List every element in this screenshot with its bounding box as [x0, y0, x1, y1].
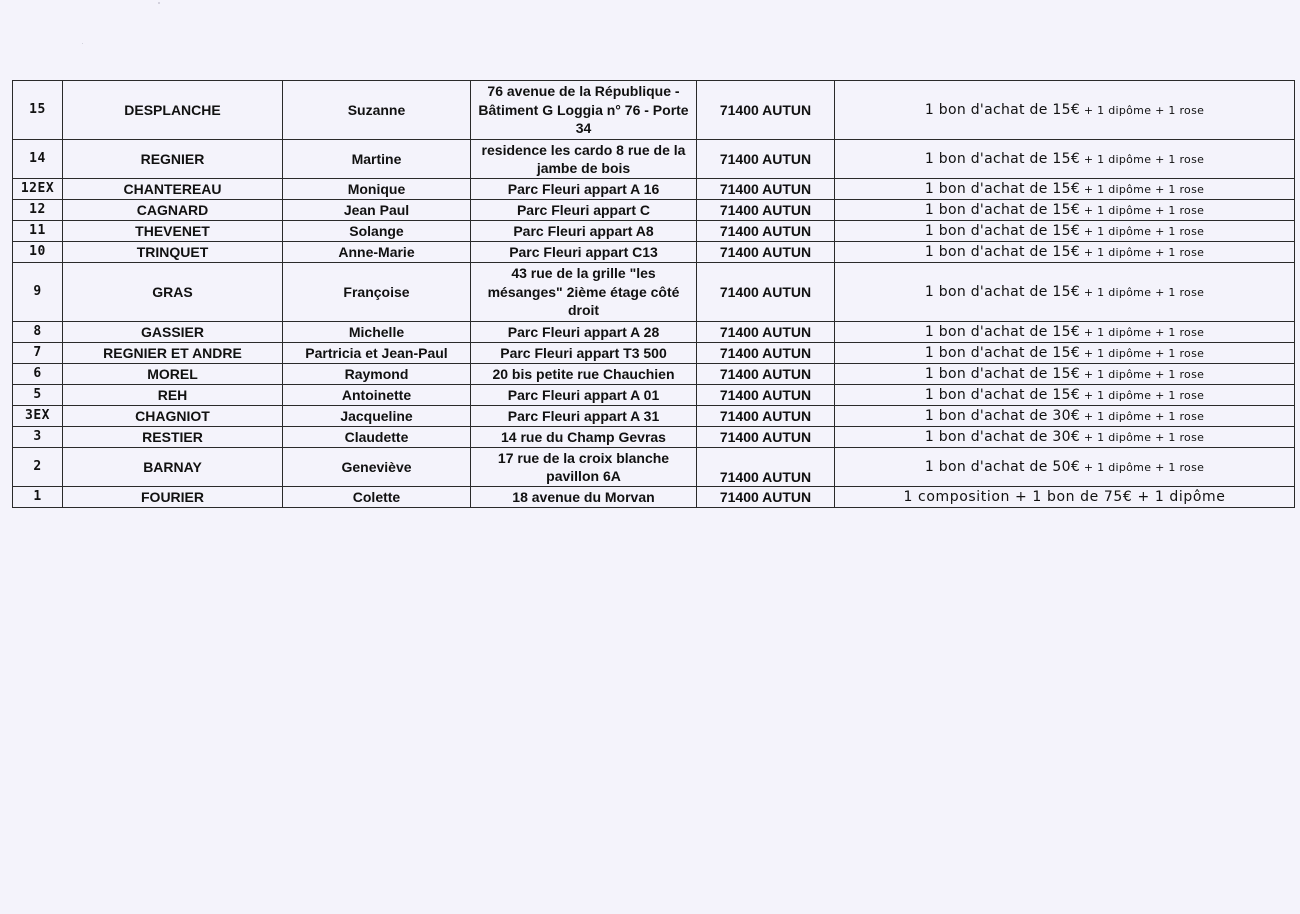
last-name-cell: CAGNARD [63, 200, 283, 221]
prize-main: 1 bon d'achat de 15€ [924, 101, 1081, 118]
first-name-cell: Michelle [283, 322, 471, 343]
prize-main: 1 bon d'achat de 15€ [924, 386, 1081, 403]
prize-extra: + 1 dipôme + 1 rose [1080, 430, 1205, 444]
table-row [13, 221, 1295, 242]
prize-main: 1 bon d'achat de 15€ [924, 283, 1081, 300]
city-cell: 71400 AUTUN [697, 322, 835, 343]
rank-cell: 8 [13, 322, 63, 343]
prize-extra: + 1 dipôme + 1 rose [1080, 285, 1205, 299]
last-name-cell: TRINQUET [63, 242, 283, 263]
prize-cell [835, 364, 1295, 385]
rank-cell: 6 [13, 364, 63, 385]
prize-main: 1 bon d'achat de 15€ [924, 201, 1081, 218]
table-row [13, 242, 1295, 263]
table-row [13, 81, 1295, 140]
city-cell: 71400 AUTUN [697, 364, 835, 385]
last-name-cell: BARNAY [63, 448, 283, 487]
rank-cell: 12EX [13, 179, 63, 200]
address-cell: 20 bis petite rue Chauchien [471, 364, 697, 385]
last-name-cell: DESPLANCHE [63, 81, 283, 140]
rank-cell: 7 [13, 343, 63, 364]
prize-cell [835, 343, 1295, 364]
city-cell: 71400 AUTUN [697, 81, 835, 140]
address-cell: residence les cardo 8 rue de la jambe de bois [471, 140, 697, 179]
address-cell: Parc Fleuri appart A 16 [471, 179, 697, 200]
address-cell: Parc Fleuri appart A 01 [471, 385, 697, 406]
table-row [13, 427, 1295, 448]
city-cell: 71400 AUTUN [697, 406, 835, 427]
rank-cell: 10 [13, 242, 63, 263]
rank-cell: 5 [13, 385, 63, 406]
first-name-cell: Solange [283, 221, 471, 242]
prize-extra: + 1 dipôme + 1 rose [1080, 103, 1205, 117]
address-cell: Parc Fleuri appart A8 [471, 221, 697, 242]
last-name-cell: REGNIER [63, 140, 283, 179]
prize-extra: + 1 dipôme + 1 rose [1080, 245, 1205, 259]
prize-cell [835, 200, 1295, 221]
city-cell: 71400 AUTUN [697, 221, 835, 242]
table-row [13, 140, 1295, 179]
city-cell: 71400 AUTUN [697, 427, 835, 448]
table-row [13, 343, 1295, 364]
prize-extra: + 1 dipôme + 1 rose [1080, 203, 1205, 217]
prize-extra: + 1 dipôme + 1 rose [1080, 152, 1205, 166]
table-row [13, 322, 1295, 343]
first-name-cell: Martine [283, 140, 471, 179]
prize-main: 1 bon d'achat de 15€ [924, 323, 1081, 340]
last-name-cell: REH [63, 385, 283, 406]
prize-extra: + 1 dipôme + 1 rose [1080, 367, 1205, 381]
winners-table [12, 80, 1295, 508]
table-row [13, 406, 1295, 427]
last-name-cell: CHAGNIOT [63, 406, 283, 427]
prize-main: 1 bon d'achat de 30€ [924, 428, 1081, 445]
prize-cell [835, 263, 1295, 322]
city-cell: 71400 AUTUN [697, 487, 835, 508]
prize-extra: + 1 dipôme + 1 rose [1080, 346, 1205, 360]
city-cell: 71400 AUTUN [697, 385, 835, 406]
prize-extra: + 1 dipôme + 1 rose [1080, 182, 1205, 196]
last-name-cell: GRAS [63, 263, 283, 322]
prize-main: 1 bon d'achat de 15€ [924, 243, 1081, 260]
prize-main: 1 bon d'achat de 50€ [924, 458, 1081, 475]
rank-cell: 14 [13, 140, 63, 179]
first-name-cell: Geneviève [283, 448, 471, 487]
first-name-cell: Anne-Marie [283, 242, 471, 263]
rank-cell: 1 [13, 487, 63, 508]
prize-main: 1 bon d'achat de 30€ [924, 407, 1081, 424]
table-row [13, 263, 1295, 322]
city-cell: 71400 AUTUN [697, 448, 835, 487]
last-name-cell: MOREL [63, 364, 283, 385]
prize-cell [835, 385, 1295, 406]
city-cell: 71400 AUTUN [697, 263, 835, 322]
prize-main: 1 bon d'achat de 15€ [924, 150, 1081, 167]
last-name-cell: FOURIER [63, 487, 283, 508]
prize-extra: + 1 dipôme + 1 rose [1080, 409, 1205, 423]
last-name-cell: RESTIER [63, 427, 283, 448]
prize-extra: + 1 dipôme + 1 rose [1080, 388, 1205, 402]
prize-cell [835, 140, 1295, 179]
table-row [13, 385, 1295, 406]
prize-cell [835, 406, 1295, 427]
prize-cell [835, 221, 1295, 242]
table-row [13, 364, 1295, 385]
prize-extra: + 1 dipôme + 1 rose [1080, 325, 1205, 339]
city-cell: 71400 AUTUN [697, 200, 835, 221]
first-name-cell: Raymond [283, 364, 471, 385]
prize-cell [835, 81, 1295, 140]
address-cell: Parc Fleuri appart T3 500 [471, 343, 697, 364]
first-name-cell: Colette [283, 487, 471, 508]
address-cell: Parc Fleuri appart A 28 [471, 322, 697, 343]
city-cell: 71400 AUTUN [697, 179, 835, 200]
rank-cell: 3EX [13, 406, 63, 427]
last-name-cell: CHANTEREAU [63, 179, 283, 200]
prize-cell [835, 487, 1295, 508]
address-cell: 43 rue de la grille "les mésanges" 2ième étage côté droit [471, 263, 697, 322]
address-cell: Parc Fleuri appart A 31 [471, 406, 697, 427]
rank-cell: 12 [13, 200, 63, 221]
table-row [13, 487, 1295, 508]
address-cell: 18 avenue du Morvan [471, 487, 697, 508]
rank-cell: 2 [13, 448, 63, 487]
prize-main: 1 bon d'achat de 15€ [924, 180, 1081, 197]
address-cell: Parc Fleuri appart C [471, 200, 697, 221]
city-cell: 71400 AUTUN [697, 140, 835, 179]
winners-sheet [12, 80, 1295, 508]
first-name-cell: Jean Paul [283, 200, 471, 221]
last-name-cell: REGNIER ET ANDRE [63, 343, 283, 364]
first-name-cell: Jacqueline [283, 406, 471, 427]
prize-cell [835, 322, 1295, 343]
rank-cell: 15 [13, 81, 63, 140]
prize-main: 1 bon d'achat de 15€ [924, 365, 1081, 382]
first-name-cell: Partricia et Jean-Paul [283, 343, 471, 364]
first-name-cell: Françoise [283, 263, 471, 322]
first-name-cell: Suzanne [283, 81, 471, 140]
city-cell: 71400 AUTUN [697, 343, 835, 364]
rank-cell: 3 [13, 427, 63, 448]
rank-cell: 11 [13, 221, 63, 242]
prize-main: 1 bon d'achat de 15€ [924, 344, 1081, 361]
prize-extra: + 1 dipôme + 1 rose [1080, 460, 1205, 474]
prize-main: 1 composition + 1 bon de 75€ + 1 dipôme [903, 488, 1226, 505]
last-name-cell: THEVENET [63, 221, 283, 242]
prize-cell [835, 427, 1295, 448]
prize-main: 1 bon d'achat de 15€ [924, 222, 1081, 239]
address-cell: 14 rue du Champ Gevras [471, 427, 697, 448]
address-cell: 76 avenue de la République - Bâtiment G Loggia n° 76 - Porte 34 [471, 81, 697, 140]
prize-extra: + 1 dipôme + 1 rose [1080, 224, 1205, 238]
table-row [13, 448, 1295, 487]
first-name-cell: Claudette [283, 427, 471, 448]
address-cell: 17 rue de la croix blanche pavillon 6A [471, 448, 697, 487]
rank-cell: 9 [13, 263, 63, 322]
address-cell: Parc Fleuri appart C13 [471, 242, 697, 263]
city-cell: 71400 AUTUN [697, 242, 835, 263]
first-name-cell: Monique [283, 179, 471, 200]
table-row [13, 200, 1295, 221]
prize-cell [835, 448, 1295, 487]
prize-cell [835, 242, 1295, 263]
first-name-cell: Antoinette [283, 385, 471, 406]
table-row [13, 179, 1295, 200]
last-name-cell: GASSIER [63, 322, 283, 343]
prize-cell [835, 179, 1295, 200]
